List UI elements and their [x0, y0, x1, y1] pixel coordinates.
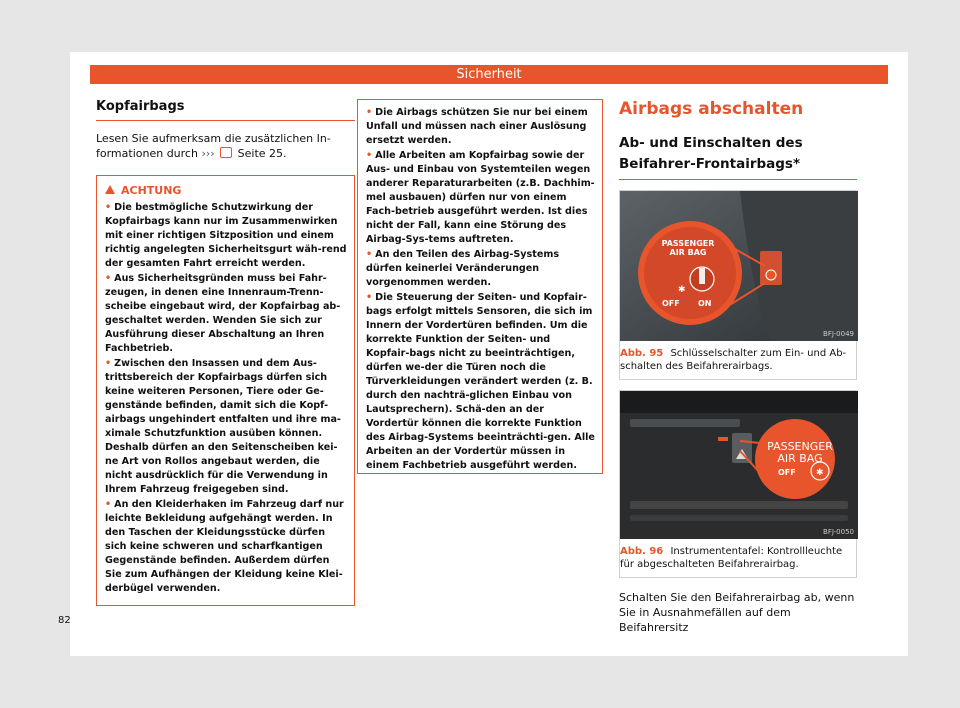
warning-box-continued — [357, 99, 603, 474]
warning-item: • Aus Sicherheitsgründen muss bei Fahr-zeugen, in denen eine Innenraum-Trenn-scheibe eingebaut wird, der Kopfairbag ab-geschaltet werden. Wenden Sie sich zur Ausführung dieser Abschaltung an Ihren Fachbetrieb. — [105, 273, 341, 354]
lamp-off-label: OFF — [778, 468, 796, 477]
reference-arrows: ››› — [201, 147, 215, 160]
caption-text: Instrumententafel: Kontrollleuchte für abgeschalteten Beifahrerairbag. — [620, 546, 843, 570]
svg-text:✱: ✱ — [678, 285, 686, 295]
warning-item: • An den Teilen des Airbag-Systems dürfen keinerlei Veränderungen vorgenommen werden. — [366, 249, 560, 288]
section-header: Sicherheit — [90, 65, 888, 84]
subsection-title: Ab- und Einschalten des Beifahrer-Frontairbags* — [619, 133, 857, 180]
switch-label-1: PASSENGER — [661, 239, 715, 248]
svg-text:✱: ✱ — [816, 468, 824, 478]
figure-95 — [619, 190, 857, 380]
warning-item: • Zwischen den Insassen und dem Aus-trittsbereich der Kopfairbags dürfen sich keine weiteren Personen, Tiere oder Ge-genstände befinden, damit sich die Kopf-airbags ungehindert entfalten und ihre ma-ximale Schutzfunktion ausüben können. Deshalb dürfen an den Seitenscheiben kei-ne Art von Rollos angebaut werden, die nicht ausdrücklich für die Verwendung in Ihrem Fahrzeug freigegeben sind. — [105, 358, 341, 495]
left-column — [96, 99, 355, 606]
manual-page — [58, 52, 908, 656]
page-number: 82 — [58, 615, 71, 626]
intro-text — [96, 131, 355, 161]
lamp-label-2: AIR BAG — [777, 452, 823, 465]
warning-list — [366, 106, 596, 473]
warning-label: ACHTUNG — [121, 184, 182, 197]
intro-pre: Lesen Sie aufmerksam die zusätzlichen In-formationen durch — [96, 132, 331, 160]
chapter-title: Airbags abschalten — [619, 99, 804, 119]
reference-link[interactable]: Seite 25. — [237, 147, 287, 160]
warning-item: • Die Steuerung der Seiten- und Kopfair-bags erfolgt mittels Sensoren, die sich im Innern der Vordertüren befinden. Um die korrekte Funktion der Seiten- und Kopfair-bags nicht zu beeinträchtigen, dürfen we-der die Türen noch die Türverkleidungen verändert werden (z. B. durch den nachträ-glichen Einbau von Lautsprechern). Schä-den an der Vordertür können die korrekte Funktion des Airbag-Systems beeinträchti-gen. Alle Arbeiten an der Vordertür müssen in einem Fachbetrieb ausgeführt werden. — [366, 292, 595, 471]
dashboard-image — [620, 391, 858, 539]
section-title: Kopfairbags — [96, 99, 355, 121]
body-paragraph: Schalten Sie den Beifahrerairbag ab, wenn Sie in Ausnahmefällen auf dem Beifahrersitz — [619, 591, 855, 634]
lamp-label-1: PASSENGER — [767, 440, 833, 453]
figure-number: Abb. 96 — [620, 546, 664, 557]
figure-96 — [619, 390, 857, 578]
right-column — [619, 99, 857, 635]
warning-list — [105, 201, 348, 596]
warning-item: • Die Airbags schützen Sie nur bei einem Unfall und müssen nach einer Auslösung ersetzt werden. — [366, 107, 588, 146]
switch-on-label: ON — [698, 299, 712, 308]
book-icon — [220, 147, 232, 158]
warning-item: • An den Kleiderhaken im Fahrzeug darf nur leichte Bekleidung aufgehängt werden. In den Taschen der Kleidungsstücke dürfen sich keine schweren und scharfkantigen Gegenstände befinden. Außerdem dürfen Sie zum Aufhängen der Kleidung keine Klei-derbügel verwenden. — [105, 499, 344, 594]
warning-heading — [105, 184, 348, 197]
figure-caption — [620, 341, 856, 379]
figure-caption — [620, 539, 856, 577]
image-code: BFJ-0050 — [823, 528, 854, 536]
caption-text: Schlüsselschalter zum Ein- und Ab-schalten des Beifahrerairbags. — [620, 348, 847, 372]
warning-item: • Die bestmögliche Schutzwirkung der Kopfairbags kann nur im Zusammenwirken mit einer richtigen Sitzposition und einem richtig angelegten Sicherheitsgurt wäh-rend der gesamten Fahrt erreicht werden. — [105, 202, 347, 269]
warning-icon — [105, 185, 115, 194]
image-code: BFJ-0049 — [823, 330, 854, 338]
figure-number: Abb. 95 — [620, 348, 664, 359]
key-switch-image — [620, 191, 858, 341]
switch-label-2: AIR BAG — [669, 248, 707, 257]
switch-off-label: OFF — [662, 299, 680, 308]
warning-item: • Alle Arbeiten am Kopfairbag sowie der Aus- und Einbau von Systemteilen wegen anderer Reparaturarbeiten (z.B. Dachhim-mel ausbauen) dürfen nur von einem Fach-betrieb ausgeführt werden. Ist dies nicht der Fall, kann eine Störung des Airbag-Sys-tems auftreten. — [366, 150, 595, 245]
warning-box — [96, 175, 355, 606]
